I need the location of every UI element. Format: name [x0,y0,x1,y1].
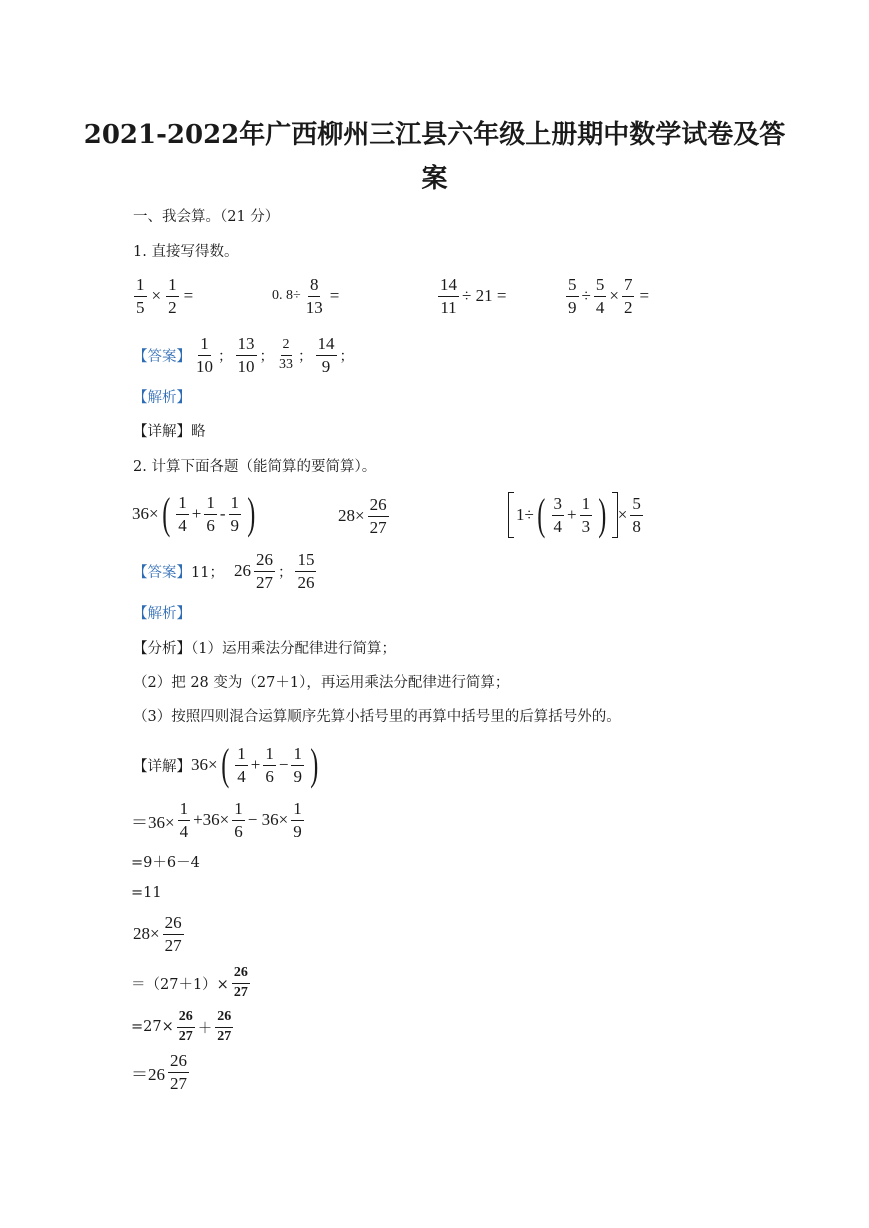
fraction: 26 27 [217,1009,232,1044]
fraction: $\frac{1}{5}$ [136,275,145,317]
q2-detail-step-2: =9＋6－4 [131,855,200,871]
q2-detail-step-5: =27× 26 27 ＋ 26 27 [131,1009,232,1044]
answer-fraction: 15 26 [297,550,315,592]
q2-expression-3: 1÷ ( 3 4 + $\frac{1}{3}$ ) × $\frac{5}{8}$ [508,492,646,538]
q1-expression-4: $\frac{5}{9}$ ÷ $\frac{5}{4}$ × $\frac{7}{2}$ = [568,275,650,317]
page-title-line1: 2021-2022年广西柳州三江县六年级上册期中数学试卷及答 [83,120,786,150]
q2-analysis-tag: 【解析】 [133,606,191,622]
fraction: $\frac{5}{8}$ [632,493,641,536]
q1-analysis-tag: 【解析】 [133,390,191,406]
section-heading: 一、我会算。（21 分） [133,209,280,225]
q2-detail-step-4: ＝（27＋1）× 26 27 [131,965,248,1000]
q2-detail-step-3: =11 [131,885,162,901]
question-2-label: 2. 计算下面各题（能简算的要简算）。 [133,459,377,475]
fraction: $\frac{1}{9}$ [293,799,302,841]
q2-analysis-line-3: （3）按照四则混合运算顺序先算小括号里的再算中括号里的后算括号外的。 [133,709,621,725]
answer-fraction: 13 10 [237,334,255,376]
fraction: $\frac{8}{13}$ [305,275,323,317]
fraction: $\frac{1}{4}$ [179,799,189,841]
fraction: $\frac{1}{6}$ [234,799,243,841]
q2-analysis-line-1: 【分析】（1）运用乘法分配律进行简算； [133,641,396,657]
fraction: $\frac{5}{4}$ [595,275,605,317]
fraction: $\frac{26}{27}$ [369,495,387,537]
q2-answer: 【答案】 11； 26 26 27 ； 15 26 [133,550,315,592]
q2-expression-2: 28× $\frac{26}{27}$ [338,495,387,537]
fraction: $\frac{7}{2}$ [623,275,633,317]
fraction: $\frac{14}{11}$ [440,275,457,317]
q2-detail-step-6: ＝26 26 27 [131,1051,187,1093]
detail-tag: 【详解】 [133,758,191,775]
answer-fraction: 26 27 [255,550,273,592]
q2-detail-step-1: ＝36× $\frac{1}{4}$ +36× $\frac{1}{6}$ − 36× $\frac{1}{9}$ [131,799,302,841]
q2-detail-expression-2: 28× $\frac{26}{27}$ [133,913,182,955]
q1-answer: 【答案】 1 10 ； 13 10 ； 2 33 ； 14 9 ； [133,334,354,376]
fraction: $\frac{1}{9}$ [293,743,302,786]
q2-expression-1: 36× ( 1 4 + $\frac{1}{6}$ - 1 9 ) [132,489,256,538]
fraction: 26 27 [233,965,248,1000]
fraction: $\frac{1}{6}$ [265,743,274,786]
answer-tag: 【答案】 [133,564,191,581]
answer-fraction: 2 33 [279,337,293,372]
q2-detail-expression-1: 【详解】 36× ( 1 4 + $\frac{1}{6}$ − $\frac{1}{9}$ ) [133,740,319,789]
q1-expression-3: $\frac{14}{11}$ ÷ 21 = [440,275,507,317]
answer-fraction: 1 10 [196,334,213,376]
fraction: 1 4 [237,743,246,786]
q1-detail: 【详解】略 [133,424,206,440]
answer-tag: 【答案】 [133,348,191,365]
page-title-line2: 案 [421,164,448,194]
fraction: $\frac{1}{2}$ [168,275,177,317]
fraction: 26 27 [170,1051,187,1093]
fraction: $\frac{5}{9}$ [568,275,577,317]
fraction: $\frac{26}{27}$ [164,913,182,955]
fraction: $\frac{1}{3}$ [581,493,591,536]
q1-expression-1: $\frac{1}{5}$ × $\frac{1}{2}$ = [136,275,194,317]
answer-fraction: 14 9 [317,334,335,376]
fraction: 1 9 [230,492,240,535]
fraction: $\frac{1}{6}$ [206,492,215,535]
fraction: 26 27 [178,1009,193,1044]
q2-analysis-line-2: （2）把 28 变为（27＋1），再运用乘法分配律进行简算； [133,675,510,691]
fraction: 1 4 [178,492,187,535]
q1-expression-2: 0. 8÷ $\frac{8}{13}$ = [272,275,340,317]
question-1-label: 1. 直接写得数。 [133,244,239,260]
fraction: 3 4 [553,493,562,536]
